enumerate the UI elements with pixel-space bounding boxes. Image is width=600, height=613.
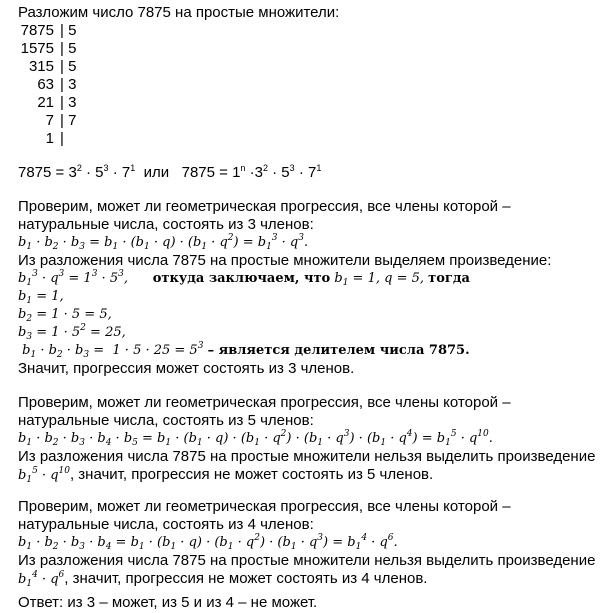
factor-number: 1575 [20,40,54,57]
factorization-row: 1 | [18,130,68,148]
factor-value: 5 [68,58,77,75]
section3-b2: $b_2 = 1 \cdot 5 = 5$, [18,307,112,324]
answer-text: Ответ: из 3 – может, из 5 и из 4 – не может. [18,594,318,611]
section5-cannot-line: Из разложения числа 7875 на простые множители нельзя выделить произведение [18,448,596,465]
factor-value: 3 [68,94,77,111]
factor-number: 7875 [20,22,54,39]
factor-number: 21 [37,94,54,111]
section3-product-formula: $b_1 \cdot b_2 \cdot b_3 = b_1 \cdot (b_1 \cdot q) \cdot (b_1 \cdot q^2) = b_1^3 \cdot q^3$. [18,233,309,252]
factor-value: 3 [68,76,77,93]
section5-question-line1: Проверим, может ли геометрическая прогрессия, все члены которой – [18,394,511,411]
factorization-row: 21 | 3 [18,94,76,112]
section5-conclusion: $b_1^5 \cdot q^{10}$, значит, прогрессия не может состоять из 5 членов. [18,466,434,485]
section4-conclusion: $b_1^4 \cdot q^6$, значит, прогрессия не может состоять из 4 членов. [18,570,428,589]
factor-value: 7 [68,112,77,129]
factor-number: 315 [28,58,54,75]
section4-question-line1: Проверим, может ли геометрическая прогрессия, все члены которой – [18,498,511,515]
section3-b3: $b_3 = 1 \cdot 5^2 = 25$, [18,323,126,342]
section3-product-value: $b_1 \cdot b_2 \cdot b_3 = 1 \cdot 5 \cdot 25 = 5^3$ – является делителем числа 7875. [18,341,470,360]
factorization-row: 315 | 5 [18,58,76,76]
intro-text: Разложим число 7875 на простые множители: [18,4,340,21]
or-word: или [143,164,170,181]
factorization-row: 7875 | 5 [18,22,76,40]
section5-question-line2: натуральные числа, состоять из 5 членов: [18,412,314,429]
section5-product-formula: $b_1 \cdot b_2 \cdot b_3 \cdot b_4 \cdot b_5 = b_1 \cdot (b_1 \cdot q) \cdot (b_1 \cdot q^2) \cdot (b_1 \cdot q^3) \cdot (b_1 \cdot q^4) = b_1^5 \cdot q^{10}$. [18,429,493,448]
section4-product-formula: $b_1 \cdot b_2 \cdot b_3 \cdot b_4 = b_1 \cdot (b_1 \cdot q) \cdot (b_1 \cdot q^2) \cdot (b_1 \cdot q^3) = b_1^4 \cdot q^6$. [18,533,398,552]
section3-conclusion: Значит, прогрессия может состоять из 3 членов. [18,360,355,377]
factor-number: 1 [45,130,54,147]
factorization-row: 1575 | 5 [18,40,76,58]
section4-cannot-line: Из разложения числа 7875 на простые множители нельзя выделить произведение [18,552,596,569]
section3-extract-line: Из разложения числа 7875 на простые множители выделяем произведение: [18,252,552,269]
section4-question-line2: натуральные числа, состоять из 4 членов: [18,516,314,533]
factor-value: 5 [68,40,77,57]
section3-question-line1: Проверим, может ли геометрическая прогрессия, все члены которой – [18,198,511,215]
factorization-row: 63 | 3 [18,76,76,94]
section3-question-line2: натуральные числа, состоять из 3 членов: [18,216,314,233]
factor-value: 5 [68,22,77,39]
section3-equation: $b_1^3 \cdot q^3 = 1^3 \cdot 5^3$, откуда заключаем, что $b_1 = 1$, q = 5, тогда [18,269,470,288]
section3-b1: $b_1 = 1$, [18,289,64,306]
factor-number: 7 [45,112,54,129]
factor-number: 63 [37,76,54,93]
factorization-row: 7 | 7 [18,112,76,130]
factorization-result: $7875 = 3^2 \cdot 5^3 \cdot 7^1$ или $7875 = 1^n \cdot 3^2 \cdot 5^3 \cdot 7^1$ [18,163,322,181]
